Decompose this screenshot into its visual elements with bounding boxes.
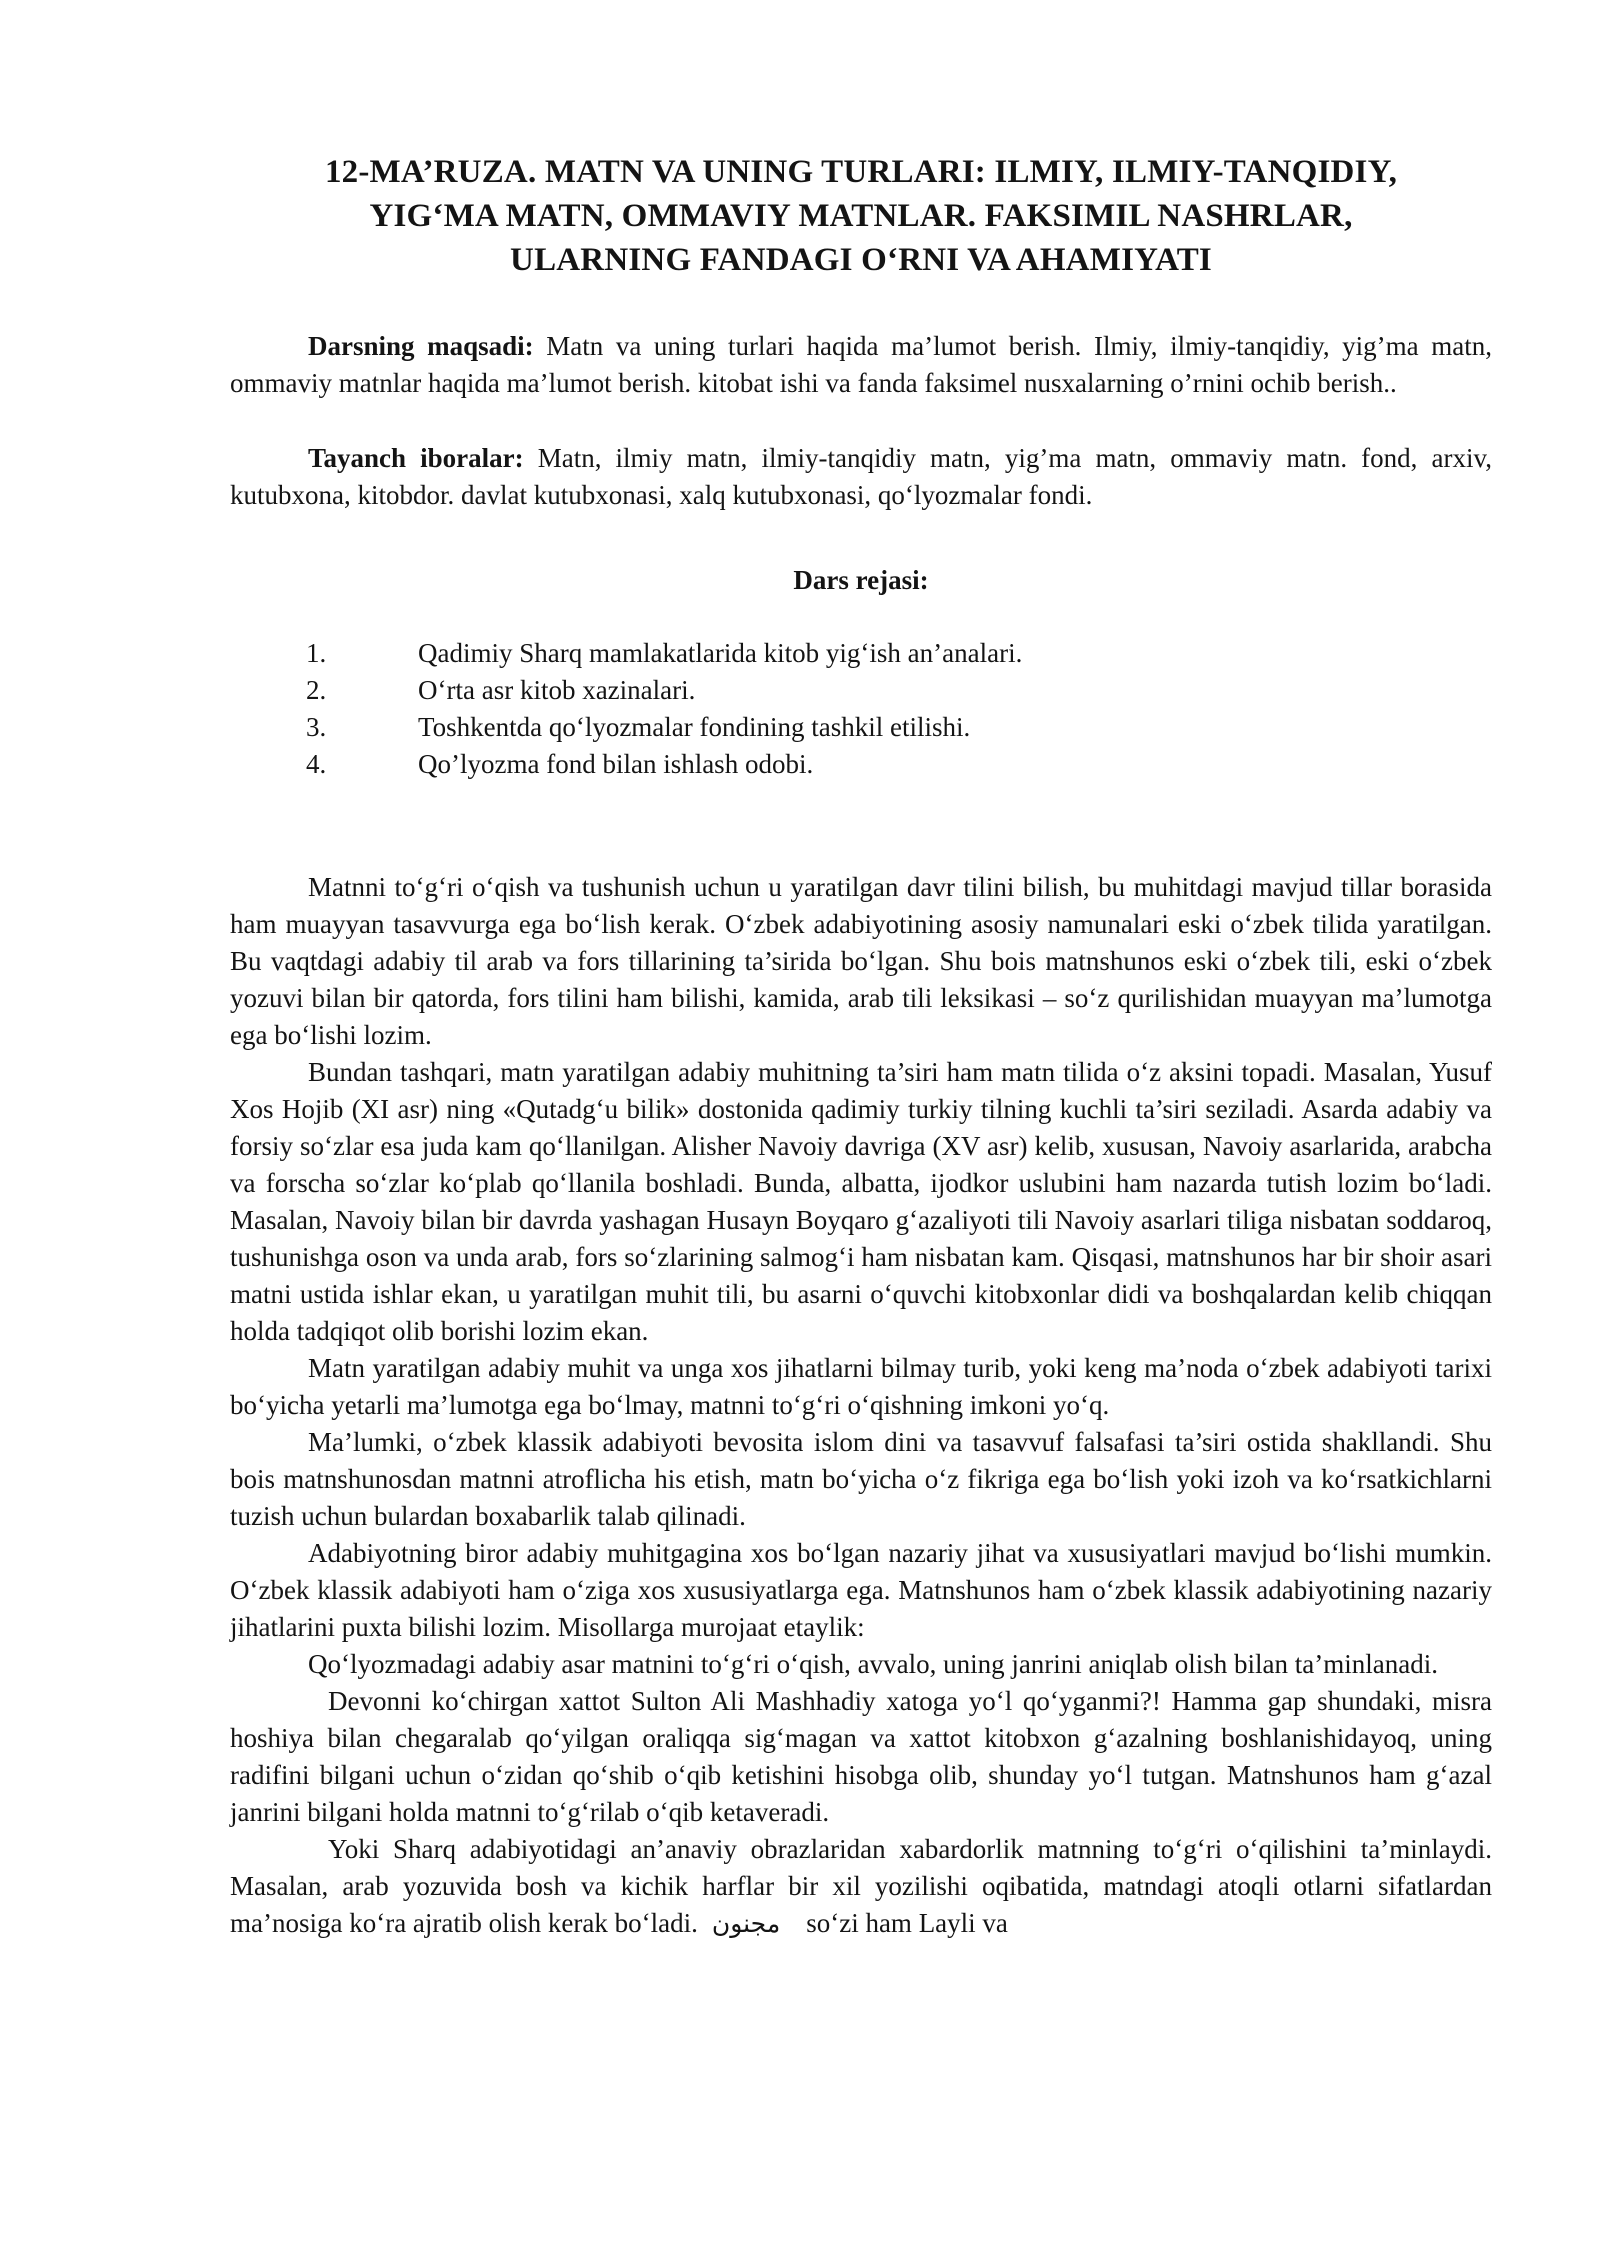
title-line-3: ULARNING FANDAGI O‘RNI VA AHAMIYATI bbox=[510, 242, 1212, 278]
plan-item-number: 1. bbox=[306, 638, 327, 668]
plan-item-text: Qo’lyozma fond bilan ishlash odobi. bbox=[418, 749, 814, 779]
arabic-word: مجنون bbox=[711, 1909, 781, 1938]
lesson-goal-paragraph bbox=[230, 328, 1492, 402]
body-paragraph: Devonni ko‘chirgan xattot Sulton Ali Mashhadiy xatoga yo‘l qo‘yganmi?! Hamma gap shundaki, misra hoshiya bilan chegaralab qo‘yilgan oraliqqa sig‘magan va xattot kitobxon g‘azalning boshlanishidayoq, uning radifini bilgani uchun o‘zidan qo‘shib o‘qib ketishini hisobga olib, shunday yo‘l tutgan. Matnshunos ham g‘azal janrini bilgani holda matnni to‘g‘rilab o‘qib ketaveradi. bbox=[230, 1686, 1492, 1827]
lesson-goal-label: Darsning maqsadi: bbox=[308, 331, 534, 361]
keywords-text: Matn, ilmiy matn, ilmiy-tanqidiy matn, yig’ma matn, ommaviy matn. fond, arxiv, kutubxona, kitobdor. davlat kutubxonasi, xalq kutubxonasi, qo‘lyozmalar fondi. bbox=[230, 443, 1492, 510]
body-paragraph: Matnni to‘g‘ri o‘qish va tushunish uchun u yaratilgan davr tilini bilish, bu muhitdagi mavjud tillar borasida ham muayyan tasavvurga ega bo‘lish kerak. O‘zbek adabiyotining asosiy namunalari eski o‘zbek tilida yaratilgan. Bu vaqtdagi adabiy til arab va fors tillarining ta’sirida bo‘lgan. Shu bois matnshunos eski o‘zbek tili, eski o‘zbek yozuvi bilan bir qatorda, fors tilini ham bilishi, kamida, arab tili leksikasi – so‘z qurilishidan muayyan ma’lumotga ega bo‘lishi lozim. bbox=[230, 872, 1492, 1050]
lecture-body bbox=[230, 869, 1492, 1942]
keywords-paragraph bbox=[230, 440, 1492, 514]
lesson-plan-list bbox=[230, 635, 1492, 783]
title-line-1: 12-MA’RUZA. MATN VA UNING TURLARI: ILMIY, ILMIY-TANQIDIY, bbox=[324, 154, 1398, 190]
last-paragraph-text-before: Yoki Sharq adabiyotidagi an’anaviy obrazlaridan xabardorlik matnning to‘g‘ri o‘qilishini ta’minlaydi. Masalan, arab yozuvida bosh va kichik harflar bir xil yozilishi oqibatida, matndagi atoqli otlarni sifatlardan ma’nosiga ko‘ra ajratib olish kerak bo‘ladi. bbox=[230, 1834, 1492, 1938]
plan-item-number: 4. bbox=[306, 749, 327, 779]
plan-item bbox=[230, 746, 1492, 783]
plan-item bbox=[230, 672, 1492, 709]
title-line-2: YIG‘MA MATN, OMMAVIY MATNLAR. FAKSIMIL NASHRLAR, bbox=[369, 198, 1353, 234]
plan-item-text: Qadimiy Sharq mamlakatlarida kitob yig‘ish an’analari. bbox=[418, 638, 1023, 668]
document-title bbox=[230, 150, 1492, 282]
lesson-goal-text: Matn va uning turlari haqida ma’lumot berish. Ilmiy, ilmiy-tanqidiy, yig’ma matn, ommaviy matnlar haqida ma’lumot berish. kitobat ishi va fanda faksimel nusxalarning o’rnini ochib berish.. bbox=[230, 331, 1492, 398]
body-paragraph-last bbox=[230, 1831, 1492, 1942]
body-paragraph: Qo‘lyozmadagi adabiy asar matnini to‘g‘ri o‘qish, avvalo, uning janrini aniqlab olish bilan ta’minlanadi. bbox=[308, 1649, 1438, 1679]
plan-item bbox=[230, 635, 1492, 672]
body-paragraph: Matn yaratilgan adabiy muhit va unga xos jihatlarni bilmay turib, yoki keng ma’noda o‘zbek adabiyoti tarixi bo‘yicha yetarli ma’lumotga ega bo‘lmay, matnni to‘g‘ri o‘qishning imkoni yo‘q. bbox=[230, 1353, 1492, 1420]
body-paragraph: Ma’lumki, o‘zbek klassik adabiyoti bevosita islom dini va tasavvuf falsafasi ta’siri ostida shakllandi. Shu bois matnshunosdan matnni atroflicha his etish, matn bo‘yicha o‘z fikriga ega bo‘lish yoki izoh va ko‘rsatkichlarni tuzish uchun bulardan boxabarlik talab qilinadi. bbox=[230, 1427, 1492, 1531]
plan-item-number: 3. bbox=[306, 712, 327, 742]
plan-item-text: O‘rta asr kitob xazinalari. bbox=[418, 675, 696, 705]
lesson-plan-heading: Dars rejasi: bbox=[793, 565, 929, 595]
plan-item-number: 2. bbox=[306, 675, 327, 705]
last-paragraph-text-after: so‘zi ham Layli va bbox=[806, 1908, 1008, 1938]
keywords-label: Tayanch iboralar: bbox=[308, 443, 524, 473]
body-paragraph: Adabiyotning biror adabiy muhitgagina xos bo‘lgan nazariy jihat va xususiyatlari mavjud bo‘lishi mumkin. O‘zbek klassik adabiyoti ham o‘ziga xos xususiyatlarga ega. Matnshunos ham o‘zbek klassik adabiyotining nazariy jihatlarini puxta bilishi lozim. Misollarga murojaat etaylik: bbox=[230, 1538, 1492, 1642]
document-page bbox=[230, 150, 1492, 1942]
plan-item-text: Toshkentda qo‘lyozmalar fondining tashkil etilishi. bbox=[418, 712, 971, 742]
plan-item bbox=[230, 709, 1492, 746]
body-paragraph: Bundan tashqari, matn yaratilgan adabiy muhitning ta’siri ham matn tilida o‘z aksini topadi. Masalan, Yusuf Xos Hojib (XI asr) ning «Qutadg‘u bilik» dostonida qadimiy turkiy tilning kuchli ta’siri seziladi. Asarda adabiy va forsiy so‘zlar esa juda kam qo‘llanilgan. Alisher Navoiy davriga (XV asr) kelib, xususan, Navoiy asarlarida, arabcha va forscha so‘zlar ko‘plab qo‘llanila boshladi. Bunda, albatta, ijodkor uslubini ham nazarda tutish lozim bo‘ladi. Masalan, Navoiy bilan bir davrda yashagan Husayn Boyqaro g‘azaliyoti tili Navoiy asarlari tiliga nisbatan soddaroq, tushunishga oson va unda arab, fors so‘zlarining salmog‘i ham nisbatan kam. Qisqasi, matnshunos har bir shoir asari matni ustida ishlar ekan, u yaratilgan muhit tili, bu asarni o‘quvchi kitobxonlar didi va boshqalardan kelib chiqqan holda tadqiqot olib borishi lozim ekan. bbox=[230, 1057, 1492, 1346]
